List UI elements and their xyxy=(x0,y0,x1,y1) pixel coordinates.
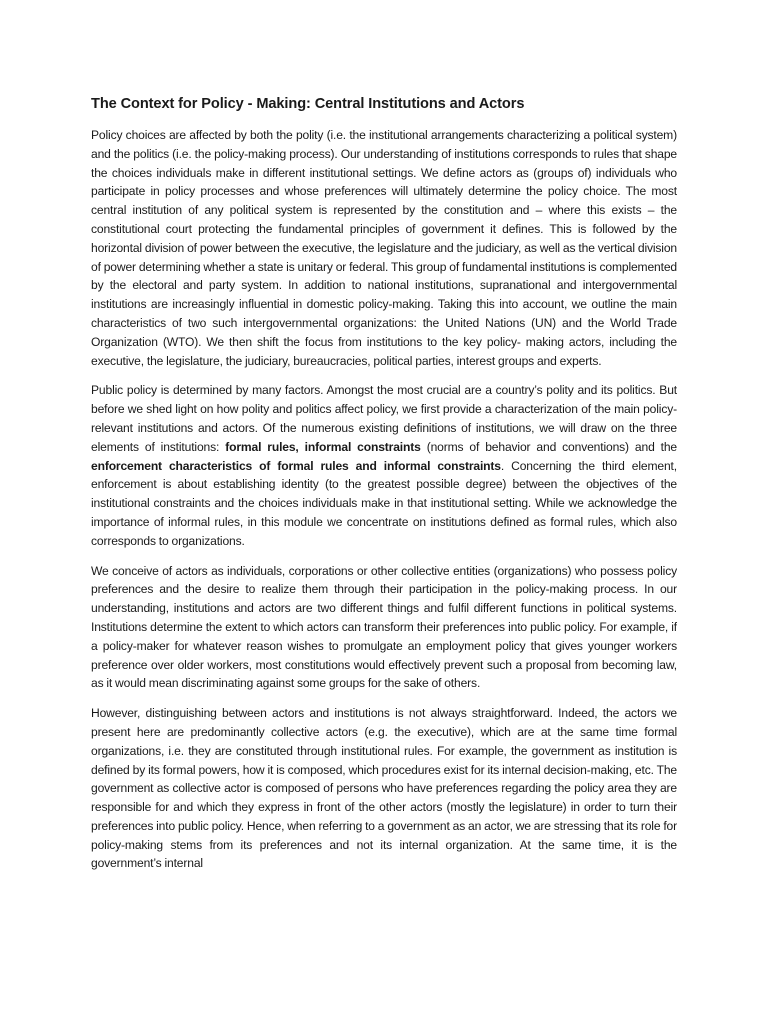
paragraph-text: Public policy is determined by many factors. Amongst the most crucial are a country’s polity and its politics. But before we shed light on how polity and politics affect policy, we first provide a characterization of the main policy-relevant institutions and actors. Of the numerous existing definitions of institutions, we will draw on the three elements of institutions: xyxy=(91,383,677,454)
paragraph-text: (norms of behavior and conventions) and the xyxy=(420,439,677,454)
document-title: The Context for Policy - Making: Central Institutions and Actors xyxy=(91,96,525,112)
paragraph-4 xyxy=(91,704,677,873)
paragraph-text: Policy choices are affected by both the polity (i.e. the institutional arrangements characterizing a political system) and the politics (i.e. the policy-making process). Our understanding of institutions corresponds to rules that shape the choices individuals make in different institutional settings. We define actors as (groups of) individuals who participate in policy processes and whose preferences will ultimately determine the policy choice. The most central institution of any political system is represented by the constitution and – where this exists – the constitutional court protecting the fundamental principles of government it defines. This is followed by the horizontal division of power between the executive, the legislature and the judiciary, as well as the vertical division of power determining whether a state is unitary or federal. This group of fundamental institutions is complemented by the electoral and party system. In addition to national institutions, supranational and intergovernmental institutions are increasingly influential in domestic policy-making. Taking this into account, we outline the main characteristics of two such intergovernmental organizations: the United Nations (UN) and the World Trade Organization (WTO). We then shift the focus from institutions to the key policy- making actors, including the executive, the legislature, the judiciary, bureaucracies, political parties, interest groups and experts. xyxy=(91,128,677,368)
paragraph-3 xyxy=(91,562,677,694)
paragraph-text: However, distinguishing between actors and institutions is not always straightforward. Indeed, the actors we present here are predominantly collective actors (e.g. the executive), which are at the same time formal organizations, i.e. they are constituted through institutional rules. For example, the government as institution is defined by its formal powers, how it is composed, which procedures exist for its internal decision-making, etc. The government as collective actor is composed of persons who have preferences regarding the policy area they are responsible for and which they express in front of the other actors (mostly the legislature) in order to turn their preferences into public policy. Hence, when referring to a government as an actor, we are stressing that its role for policy-making stems from its preferences and not its internal organization. At the same time, it is the government’s internal xyxy=(91,706,677,871)
paragraph-2 xyxy=(91,381,677,550)
bold-term-enforcement: enforcement characteristics of formal rules and informal constraints xyxy=(91,458,501,473)
paragraph-text: We conceive of actors as individuals, corporations or other collective entities (organizations) who possess policy preferences and the desire to realize them through their participation in the policy-making process. In our understanding, institutions and actors are two different things and fulfil different functions in political systems. Institutions determine the extent to which actors can transform their preferences into public policy. For example, if a policy-maker for whatever reason wishes to promulgate an employment policy that gives younger workers preference over older workers, most constitutions would effectively prevent such a proposal from becoming law, as it would mean discriminating against some groups for the sake of others. xyxy=(91,563,677,691)
paragraph-1 xyxy=(91,126,677,370)
paragraph-text: . Concerning the third element, enforcement is about establishing identity (to the greatest possible degree) between the objectives of the institutional constraints and the choices individuals make in that institutional setting. While we acknowledge the importance of informal rules, in this module we concentrate on institutions defined as formal rules, which also corresponds to organizations. xyxy=(91,458,677,548)
document-page xyxy=(91,94,677,1018)
bold-term-formal-rules: formal rules, informal constraints xyxy=(225,439,421,454)
